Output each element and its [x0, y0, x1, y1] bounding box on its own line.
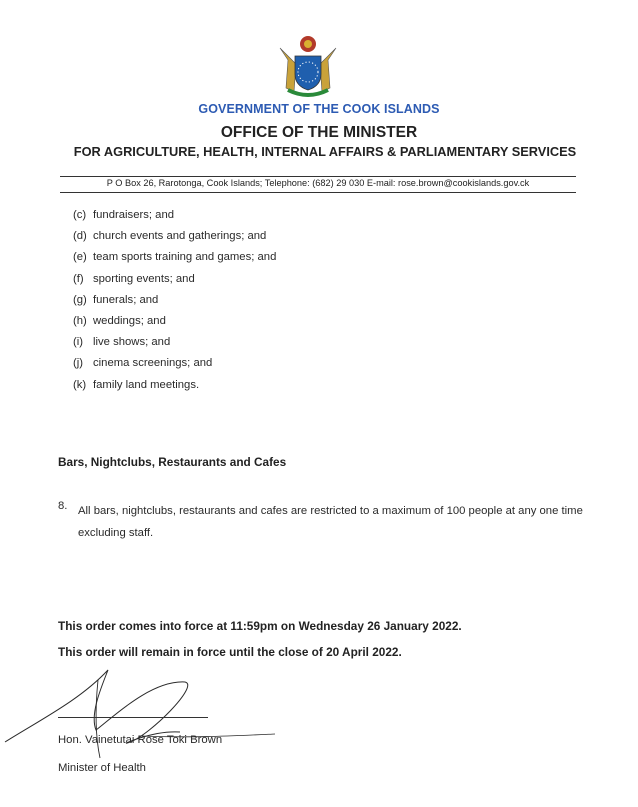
portfolio-title: FOR AGRICULTURE, HEALTH, INTERNAL AFFAIRS & PARLIAMENTARY SERVICES [73, 144, 577, 159]
order-remains: This order will remain in force until the close of 20 April 2022. [58, 645, 402, 659]
list-marker: (i) [73, 336, 84, 349]
list-text: church events and gatherings; and [93, 230, 267, 243]
coat-of-arms-icon [268, 30, 348, 100]
list-item [73, 332, 276, 353]
list-text: sporting events; and [93, 272, 195, 285]
list-item [73, 247, 276, 268]
letterhead-divider-bottom [60, 192, 576, 193]
section-heading: Bars, Nightclubs, Restaurants and Cafes [58, 455, 287, 469]
office-title: OFFICE OF THE MINISTER [220, 124, 418, 141]
list-text: weddings; and [93, 314, 166, 327]
clause-text: All bars, nightclubs, restaurants and cafes are restricted to a maximum of 100 people at any one time excluding staff. [78, 505, 583, 539]
list-marker: (j) [73, 357, 84, 370]
list-text: family land meetings. [93, 378, 200, 391]
government-title: GOVERNMENT OF THE COOK ISLANDS [198, 102, 440, 116]
list-text: team sports training and games; and [93, 251, 277, 264]
order-in-force: This order comes into force at 11:59pm on Wednesday 26 January 2022. [58, 619, 462, 633]
list-item [73, 353, 276, 374]
list-text: cinema screenings; and [93, 357, 213, 370]
signatory-title: Minister of Health [58, 762, 146, 774]
list-marker: (k) [73, 378, 87, 391]
contact-address: P O Box 26, Rarotonga, Cook Islands; Telephone: (682) 29 030 E-mail: rose.brown@cookislands.gov.ck [106, 178, 530, 188]
list-text: fundraisers; and [93, 209, 175, 221]
list-item [73, 311, 276, 332]
signatory-name: Hon. Vainetutai Rose Toki Brown [58, 734, 223, 746]
list-marker: (g) [73, 293, 87, 306]
letterhead-divider-top [60, 176, 576, 177]
list-marker: (c) [73, 209, 87, 221]
list-item [73, 226, 276, 247]
clause-number: 8. [58, 500, 68, 512]
list-marker: (e) [73, 251, 87, 264]
list-item [73, 269, 276, 290]
list-marker: (f) [73, 272, 84, 285]
list-marker: (h) [73, 314, 87, 327]
list-item [73, 290, 276, 311]
list-item [73, 375, 276, 396]
gathering-list [73, 205, 276, 396]
list-marker: (d) [73, 230, 87, 243]
signature-line [58, 717, 208, 718]
list-item [73, 205, 276, 226]
list-text: funerals; and [93, 293, 159, 306]
list-text: live shows; and [93, 336, 171, 349]
